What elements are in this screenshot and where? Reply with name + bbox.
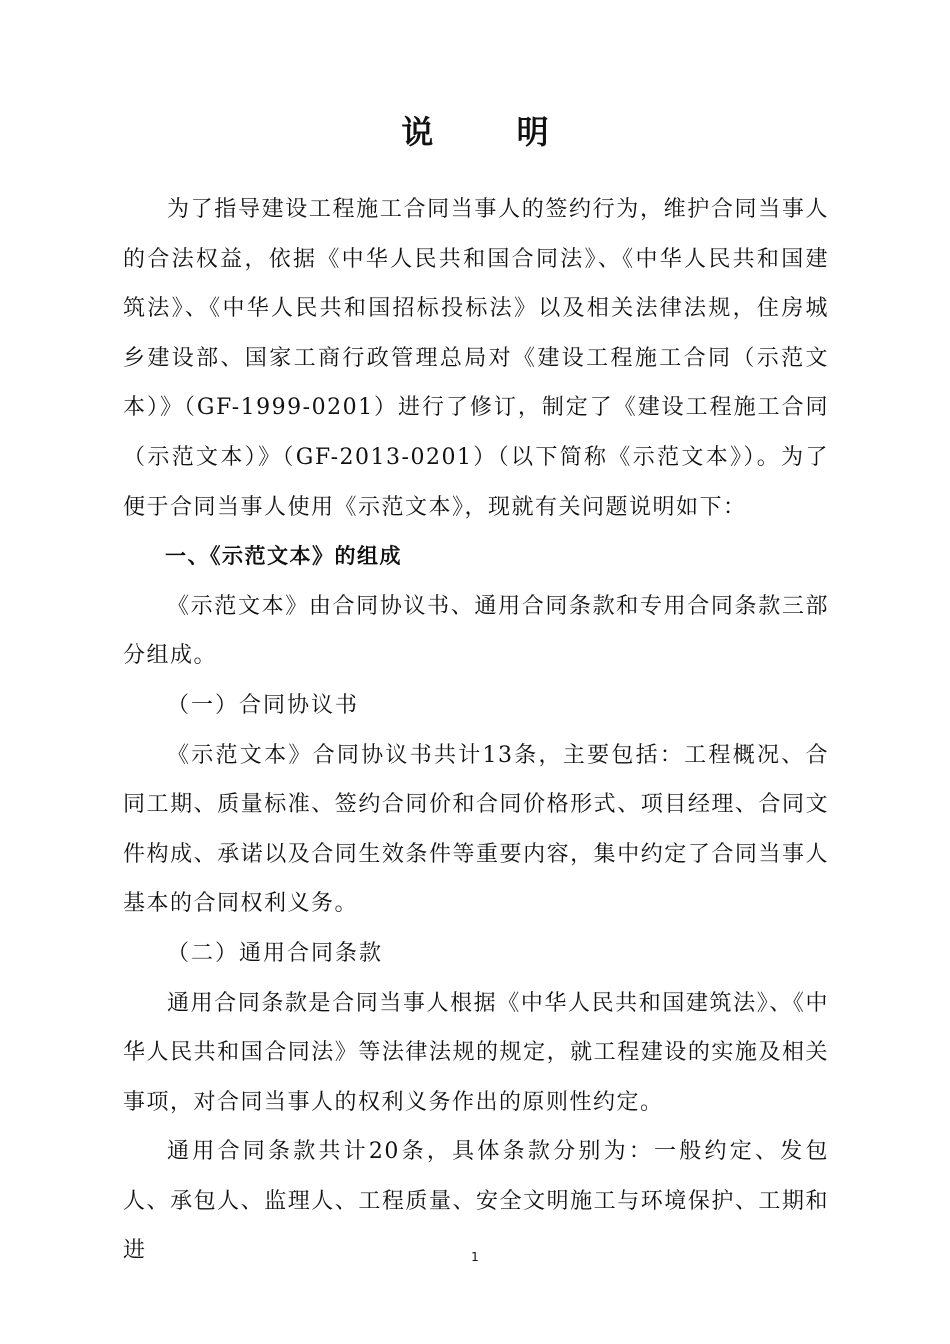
subsection-agreement: （一）合同协议书 bbox=[167, 692, 360, 718]
general-terms-paragraph: 通用合同条款是合同当事人根据《中华人民共和国建筑法》、《中华人民共和国合同法》等法律法规的规定，就工程建设的实施及相关事项，对合同当事人的权利义务作出的原则性约定。 bbox=[123, 990, 829, 1115]
section-heading-composition: 一、《示范文本》的组成 bbox=[165, 544, 402, 569]
page-number: 1 bbox=[471, 1250, 479, 1264]
composition-paragraph: 《示范文本》由合同协议书、通用合同条款和专用合同条款三部分组成。 bbox=[123, 593, 829, 669]
agreement-paragraph: 《示范文本》合同协议书共计13条，主要包括：工程概况、合同工期、质量标准、签约合同价和合同价格形式、项目经理、合同文件构成、承诺以及合同生效条件等重要内容，集中约定了合同当事人基本的合同权利义务。 bbox=[123, 742, 829, 917]
subsection-general-terms: （二）通用合同条款 bbox=[167, 940, 384, 966]
general-terms-list-paragraph: 通用合同条款共计20条，具体条款分别为：一般约定、发包人、承包人、监理人、工程质量、安全文明施工与环境保护、工期和进 bbox=[123, 1139, 829, 1264]
page-title: 说 明 bbox=[401, 113, 585, 151]
intro-paragraph: 为了指导建设工程施工合同当事人的签约行为，维护合同当事人的合法权益，依据《中华人民共和国合同法》、《中华人民共和国建筑法》、《中华人民共和国招标投标法》以及相关法律法规，住房城乡建设部、国家工商行政管理总局对《建设工程施工合同（示范文本）》（GF-1999-0201）进行了修订，制定了《建设工程施工合同（示范文本）》（GF-2013-0201）（以下简称《示范文本》）。为了便于合同当事人使用《示范文本》，现就有关问题说明如下： bbox=[123, 197, 829, 520]
document-body bbox=[123, 185, 829, 1276]
